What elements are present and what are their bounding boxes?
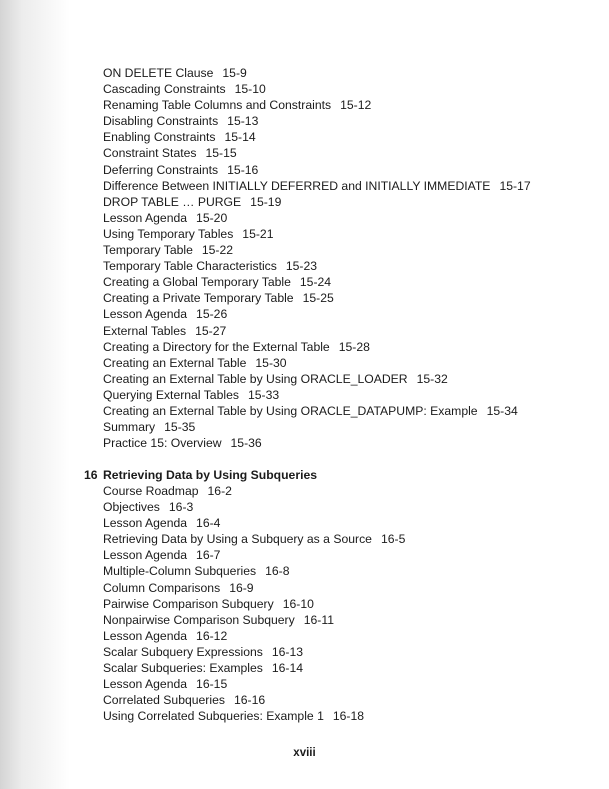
toc-entry [103, 145, 531, 161]
toc-entry-title: Querying External Tables [103, 387, 239, 402]
toc-entry-page: 15-19 [250, 194, 282, 209]
toc-entry-title: Practice 15: Overview [103, 436, 222, 451]
toc-entry-page: 16-15 [196, 677, 228, 692]
toc-entry-page: 15-25 [302, 291, 334, 306]
chapter-title: Retrieving Data by Using Subqueries [103, 468, 318, 482]
toc-entry [103, 306, 531, 322]
toc-entry [103, 226, 531, 242]
toc-entry-title: Using Correlated Subqueries: Example 1 [103, 709, 324, 724]
chapter-16-heading [84, 467, 317, 483]
toc-entry-title: Creating a Private Temporary Table [103, 291, 294, 306]
toc-entry-title: Constraint States [103, 146, 197, 161]
toc-entry-page: 16-11 [303, 612, 334, 627]
toc-entry-page: 16-2 [207, 484, 232, 498]
toc-entry-title: Temporary Table Characteristics [103, 259, 277, 274]
toc-entry-title: Disabling Constraints [103, 114, 219, 129]
toc-entry-page: 16-9 [229, 580, 254, 595]
toc-entry-title: Renaming Table Columns and Constraints [103, 98, 332, 113]
toc-entry-page: 15-12 [340, 98, 372, 113]
toc-entry-page: 15-10 [234, 82, 266, 97]
toc-entry [103, 596, 405, 612]
toc-entry-page: 16-3 [168, 500, 194, 515]
toc-entry-page: 16-10 [282, 596, 314, 611]
toc-entry-title: Lesson Agenda [103, 516, 188, 531]
toc-entry-title: Difference Between INITIALLY DEFERRED and INITIALLY IMMEDIATE [103, 178, 491, 193]
toc-entry-title: Creating a Directory for the External Table [103, 339, 330, 354]
toc-chapter-16-list [103, 483, 405, 724]
toc-entry [103, 708, 405, 724]
toc-entry-page: 15-14 [224, 130, 256, 145]
toc-entry-title: Lesson Agenda [103, 548, 188, 563]
toc-entry-page: 15-33 [247, 387, 280, 402]
toc-entry [103, 178, 531, 194]
toc-entry [103, 97, 531, 113]
toc-entry-title: Deferring Constraints [103, 162, 219, 177]
toc-entry-page: 16-16 [233, 693, 266, 708]
toc-entry-page: 15-36 [230, 436, 262, 451]
toc-entry [103, 547, 405, 563]
toc-entry-title: Creating a Global Temporary Table [103, 275, 291, 290]
toc-entry-title: Scalar Subquery Expressions [103, 644, 263, 659]
toc-entry-title: Temporary Table [103, 243, 193, 258]
toc-entry [103, 194, 531, 210]
toc-entry-page: 16-12 [196, 628, 228, 643]
toc-entry [103, 403, 531, 419]
toc-entry-title: ON DELETE Clause [103, 66, 214, 80]
toc-entry [103, 499, 405, 515]
toc-entry-page: 15-21 [242, 226, 274, 241]
toc-entry [103, 580, 405, 596]
toc-entry-title: Using Temporary Tables [103, 226, 234, 241]
chapter-number: 16 [84, 468, 98, 482]
toc-entry-page: 15-20 [196, 210, 228, 225]
toc-entry-page: 15-32 [416, 371, 448, 386]
toc-entry-page: 15-26 [196, 307, 228, 322]
toc-entry-page: 15-23 [285, 259, 318, 274]
toc-entry-title: Lesson Agenda [103, 628, 188, 643]
toc-entry-title: Creating an External Table by Using ORACLE_LOADER [103, 371, 408, 386]
toc-entry [103, 612, 405, 628]
toc-entry-title: Column Comparisons [103, 580, 221, 595]
toc-entry-page: 15-17 [499, 178, 531, 193]
toc-entry-title: Nonpairwise Comparison Subquery [103, 612, 295, 627]
toc-entry [103, 531, 405, 547]
toc-entry-title: Creating an External Table [103, 355, 247, 370]
toc-entry-page: 16-18 [332, 709, 365, 724]
toc-entry-page: 16-4 [196, 516, 221, 531]
toc-entry-page: 16-5 [380, 532, 406, 547]
toc-entry-title: External Tables [103, 323, 187, 338]
toc-entry-page: 15-9 [222, 66, 247, 80]
toc-entry-title: Correlated Subqueries [103, 693, 225, 708]
toc-entry-page: 16-13 [271, 644, 304, 659]
toc-entry [103, 660, 405, 676]
toc-entry [103, 371, 531, 387]
toc-entry-page: 15-22 [201, 243, 234, 258]
toc-entry-title: Retrieving Data by Using a Subquery as a Source [103, 532, 372, 547]
toc-entry-title: Creating an External Table by Using ORACLE_DATAPUMP: Example [103, 403, 478, 418]
toc-entry [103, 483, 405, 499]
toc-entry [103, 81, 531, 97]
toc-entry-page: 15-35 [164, 420, 196, 435]
toc-entry-page: 15-13 [227, 114, 259, 129]
toc-entry [103, 644, 405, 660]
toc-entry [103, 210, 531, 226]
toc-entry-page: 16-14 [271, 661, 304, 676]
toc-entry-page: 15-24 [299, 275, 332, 290]
toc-entry-page: 15-34 [486, 403, 518, 418]
toc-entry [103, 339, 531, 355]
toc-entry-page: 15-16 [227, 162, 259, 177]
toc-entry [103, 323, 531, 339]
toc-entry-page: 15-28 [338, 339, 370, 354]
toc-entry-page: 15-15 [205, 146, 237, 161]
toc-entry-title: Enabling Constraints [103, 130, 216, 145]
toc-entry-title: Lesson Agenda [103, 210, 188, 225]
toc-entry-title: Objectives [103, 500, 160, 515]
toc-entry [103, 113, 531, 129]
toc-entry [103, 515, 405, 531]
toc-entry-title: DROP TABLE … PURGE [103, 194, 242, 209]
toc-entry-title: Cascading Constraints [103, 82, 226, 97]
toc-entry [103, 355, 531, 371]
toc-entry [103, 692, 405, 708]
toc-section-15-list [103, 65, 531, 451]
toc-entry-page: 15-30 [255, 355, 287, 370]
toc-entry [103, 258, 531, 274]
toc-entry-title: Pairwise Comparison Subquery [103, 596, 274, 611]
toc-entry [103, 419, 531, 435]
toc-entry [103, 387, 531, 403]
toc-entry [103, 628, 405, 644]
toc-entry [103, 290, 531, 306]
toc-entry-title: Multiple-Column Subqueries [103, 564, 257, 579]
toc-entry-title: Lesson Agenda [103, 677, 188, 692]
toc-entry-page: 16-8 [265, 564, 290, 579]
page-number-footer: xviii [293, 747, 316, 759]
toc-entry [103, 162, 531, 178]
toc-entry [103, 676, 405, 692]
toc-entry-title: Lesson Agenda [103, 307, 188, 322]
toc-entry [103, 274, 531, 290]
toc-entry [103, 65, 531, 81]
toc-entry-title: Course Roadmap [103, 484, 199, 498]
toc-entry [103, 242, 531, 258]
toc-entry [103, 129, 531, 145]
toc-entry-title: Scalar Subqueries: Examples [103, 661, 263, 676]
toc-entry [103, 435, 531, 451]
toc-entry-title: Summary [103, 420, 156, 435]
toc-entry-page: 16-7 [196, 548, 221, 563]
toc-entry-page: 15-27 [195, 323, 227, 338]
toc-entry [103, 563, 405, 579]
